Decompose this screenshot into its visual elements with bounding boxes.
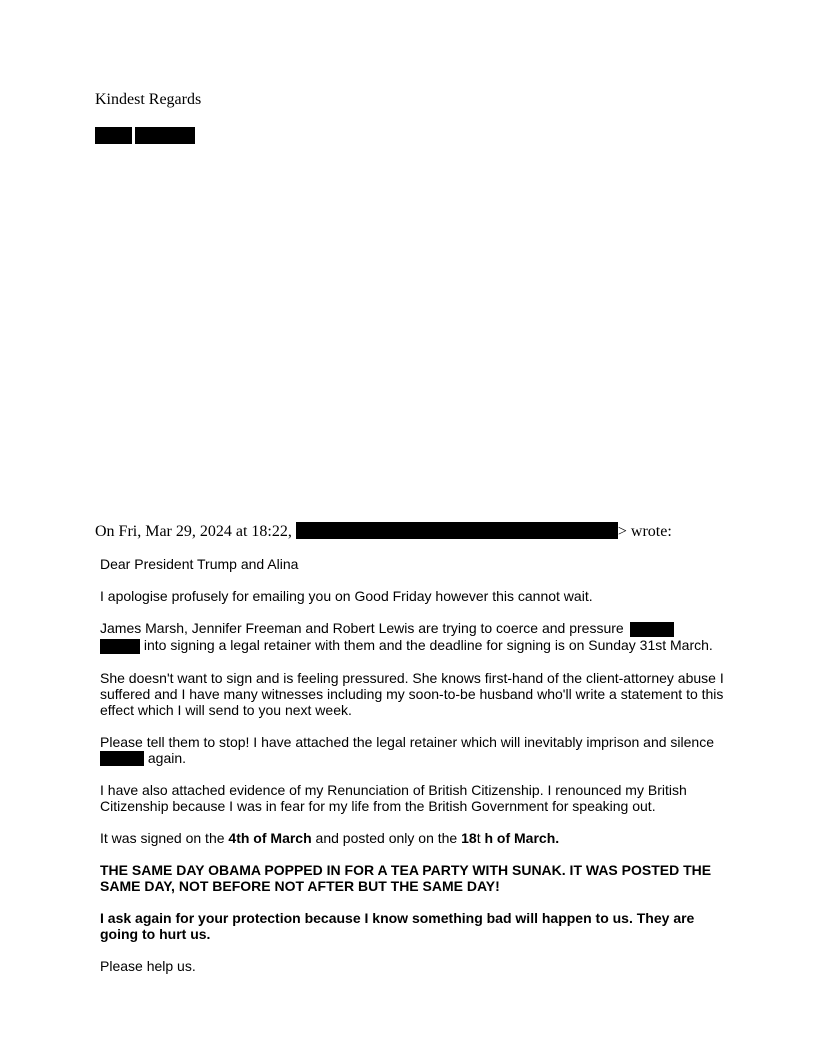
paragraph-same-day: THE SAME DAY OBAMA POPPED IN FOR A TEA PARTY WITH SUNAK. IT WAS POSTED THE SAME DAY, NOT BEFORE NOT AFTER BUT THE SAME DAY! — [100, 862, 712, 895]
bold-date: 18 — [461, 830, 477, 847]
closing-signoff: Kindest Regards — [95, 91, 202, 108]
quote-header-date: On Fri, Mar 29, 2024 at 18:22, — [95, 523, 292, 540]
paragraph-pressure: She doesn't want to sign and is feeling pressured. She knows first-hand of the client-attorney abuse I suffered and I have many witnesses including my soon-to-be husband who'll write a statement to this effect which I will send to you next week. — [100, 669, 724, 718]
paragraph-apology: I apologise profusely for emailing you on Good Friday however this cannot wait. — [100, 588, 593, 604]
email-body — [100, 556, 725, 990]
bold-date: h of March. — [484, 830, 560, 847]
paragraph-text: It was signed on the — [100, 830, 225, 847]
redacted-name — [630, 622, 674, 637]
paragraph-dates — [100, 830, 725, 846]
redaction-box — [135, 127, 195, 144]
redacted-name — [100, 639, 140, 654]
paragraph-renunciation: I have also attached evidence of my Renunciation of British Citizenship. I renounced my British Citizenship because I was in fear for my life from the British Government for speaking out. — [100, 782, 687, 815]
paragraph-text: t — [476, 830, 481, 847]
paragraph-help: Please help us. — [100, 958, 196, 975]
paragraph-text: Please tell them to stop! I have attached the legal retainer which will inevitably imprison and silence — [100, 733, 714, 750]
bold-date: 4th of March — [228, 830, 312, 847]
paragraph-protection: I ask again for your protection because I know something bad will happen to us. They are going to hurt us. — [100, 910, 695, 943]
paragraph-coercion — [100, 620, 725, 654]
paragraph-text: James Marsh, Jennifer Freeman and Robert Lewis are trying to coerce and pressure — [100, 620, 624, 636]
quote-header-wrote: > wrote: — [617, 523, 672, 540]
paragraph-text: again. — [147, 749, 187, 766]
paragraph-text: and posted only on the — [315, 830, 458, 847]
greeting: Dear President Trump and Alina — [100, 556, 299, 572]
redacted-sender-email — [296, 522, 618, 539]
redacted-name — [100, 751, 144, 766]
paragraph-text: into signing a legal retainer with them and the deadline for signing is on Sunday 31st March. — [143, 636, 713, 653]
paragraph-stop — [100, 734, 725, 767]
redaction-box — [95, 127, 132, 144]
quoted-email-header — [95, 521, 715, 543]
